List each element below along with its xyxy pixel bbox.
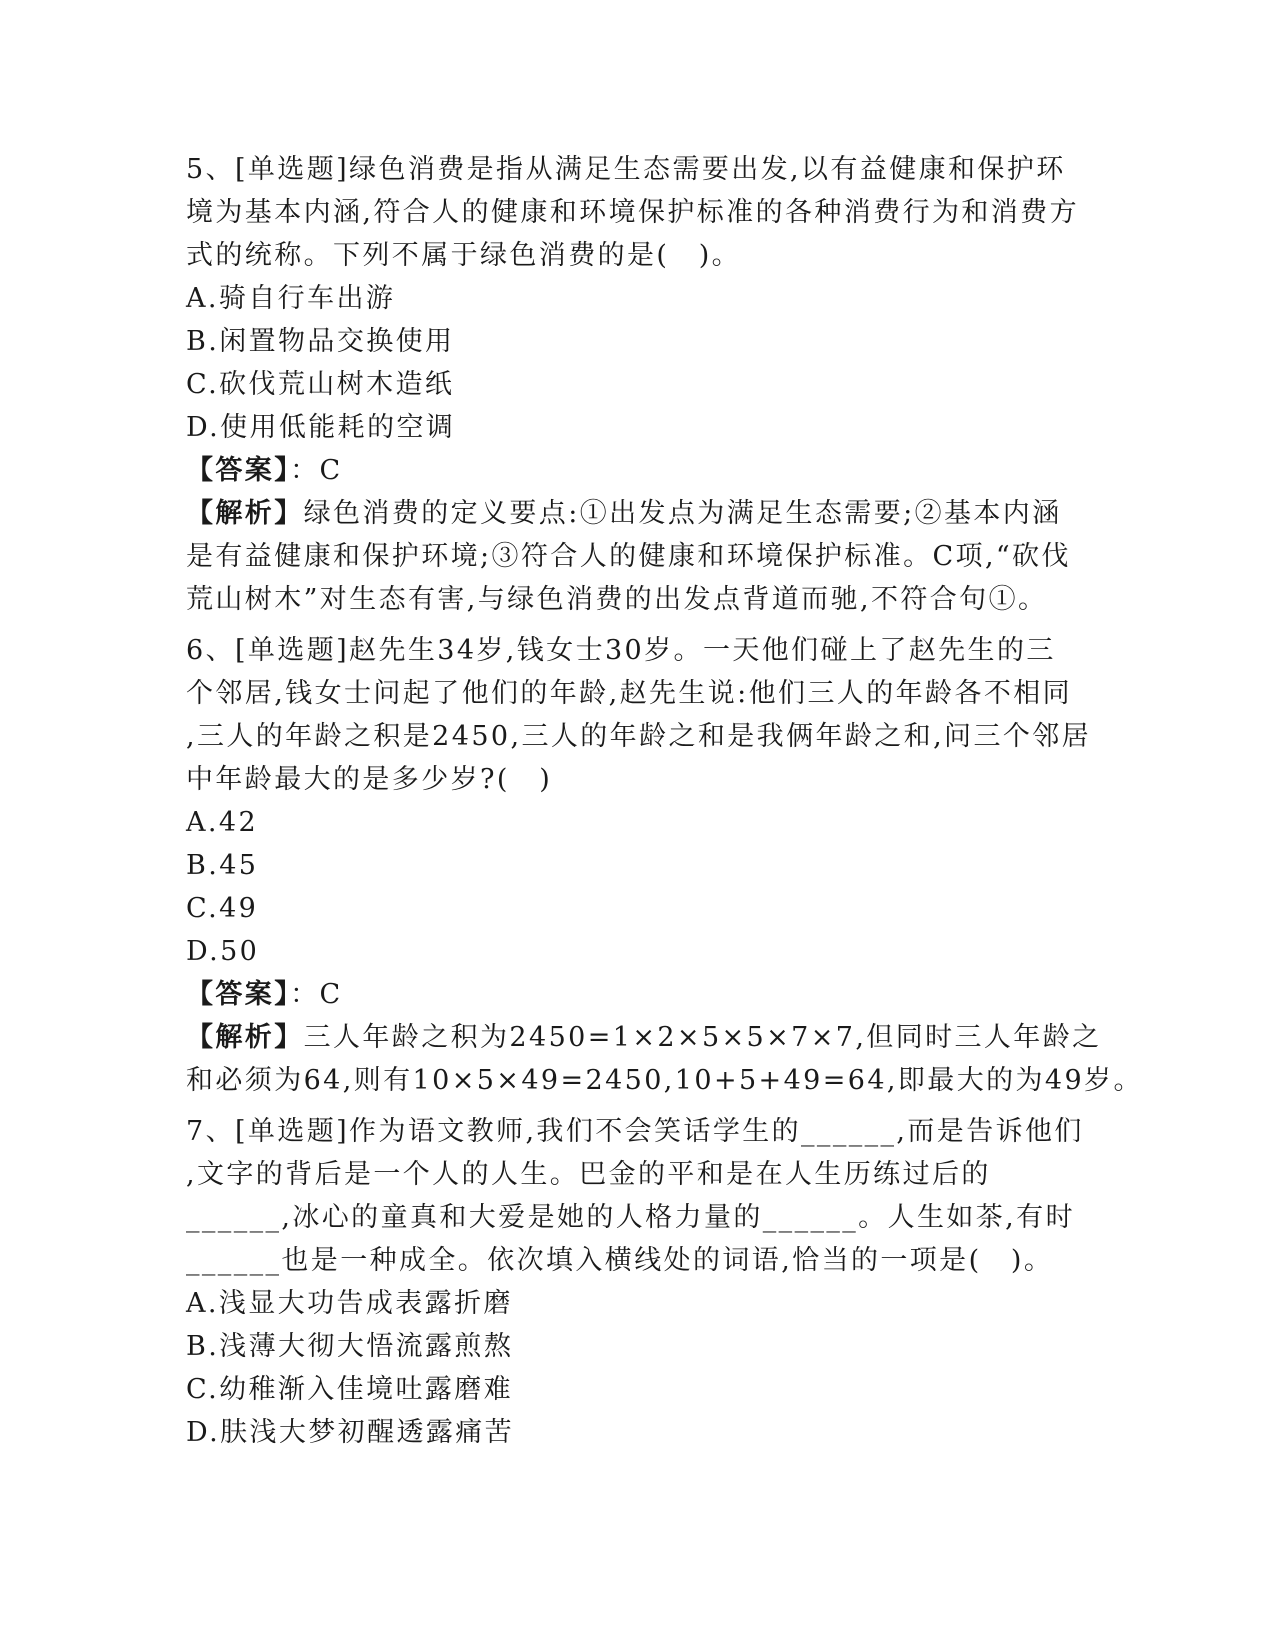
option-d: D.50 [186,936,260,967]
answer-line [186,449,1086,492]
answer-value: ：C [290,979,343,1010]
question-gap [186,1102,1086,1110]
option-b: B.45 [186,850,259,881]
question-stem-line: 境为基本内涵,符合人的健康和环境保护标准的各种消费行为和消费方 [186,197,1079,228]
option-c: C.砍伐荒山树木造纸 [186,369,455,400]
analysis-line [186,492,1086,535]
option-c: C.幼稚渐入佳境吐露磨难 [186,1374,514,1405]
question-stem-line: 6、[单选题]赵先生34岁,钱女士30岁。一天他们碰上了赵先生的三 [186,635,1056,666]
document-page [186,148,1143,1454]
question-stem-line: ______也是一种成全。依次填入横线处的词语,恰当的一项是( )。 [186,1245,1054,1276]
analysis-label: 【解析】 [186,498,304,529]
option-d: D.使用低能耗的空调 [186,412,456,443]
answer-line [186,973,1086,1016]
question-6 [186,629,1143,1102]
question-7 [186,1110,1086,1454]
analysis-label: 【解析】 [186,1022,304,1053]
answer-label: 【答案】 [186,979,291,1010]
option-d: D.肤浅大梦初醒透露痛苦 [186,1417,515,1448]
question-stem-line: 式的统称。下列不属于绿色消费的是( )。 [186,240,742,271]
option-b: B.闲置物品交换使用 [186,326,455,357]
analysis-text: 绿色消费的定义要点:①出发点为满足生态需要;②基本内涵 [303,498,1062,529]
answer-value: ：C [290,455,343,486]
question-stem-line: ,文字的背后是一个人的人生。巴金的平和是在人生历练过后的 [186,1159,991,1190]
question-stem-line: ,三人的年龄之积是2450,三人的年龄之和是我俩年龄之和,问三个邻居 [186,721,1092,752]
question-stem-line: 5、[单选题]绿色消费是指从满足生态需要出发,以有益健康和保护环 [186,154,1066,185]
option-b: B.浅薄大彻大悟流露煎熬 [186,1331,514,1362]
analysis-line: 和必须为64,则有10×5×49=2450,10+5+49=64,即最大的为49岁。 [186,1065,1143,1096]
analysis-line: 是有益健康和保护环境;③符合人的健康和环境保护标准。C项,“砍伐 [186,541,1071,572]
question-gap [186,621,1086,629]
analysis-text: 三人年龄之积为2450=1×2×5×5×7×7,但同时三人年龄之 [303,1022,1102,1053]
option-c: C.49 [186,893,259,924]
analysis-line: 荒山树木”对生态有害,与绿色消费的出发点背道而驰,不符合句①。 [186,584,1048,615]
option-a: A.浅显大功告成表露折磨 [186,1288,513,1319]
question-stem-line: 中年龄最大的是多少岁?( ) [186,764,553,795]
question-stem-line: 个邻居,钱女士问起了他们的年龄,赵先生说:他们三人的年龄各不相同 [186,678,1073,709]
question-stem-line: 7、[单选题]作为语文教师,我们不会笑话学生的______,而是告诉他们 [186,1116,1084,1147]
option-a: A.骑自行车出游 [186,283,396,314]
question-stem-line: ______,冰心的童真和大爱是她的人格力量的______。人生如茶,有时 [186,1202,1075,1233]
option-a: A.42 [186,807,259,838]
analysis-line [186,1016,1102,1059]
question-5 [186,148,1086,621]
answer-label: 【答案】 [186,455,291,486]
